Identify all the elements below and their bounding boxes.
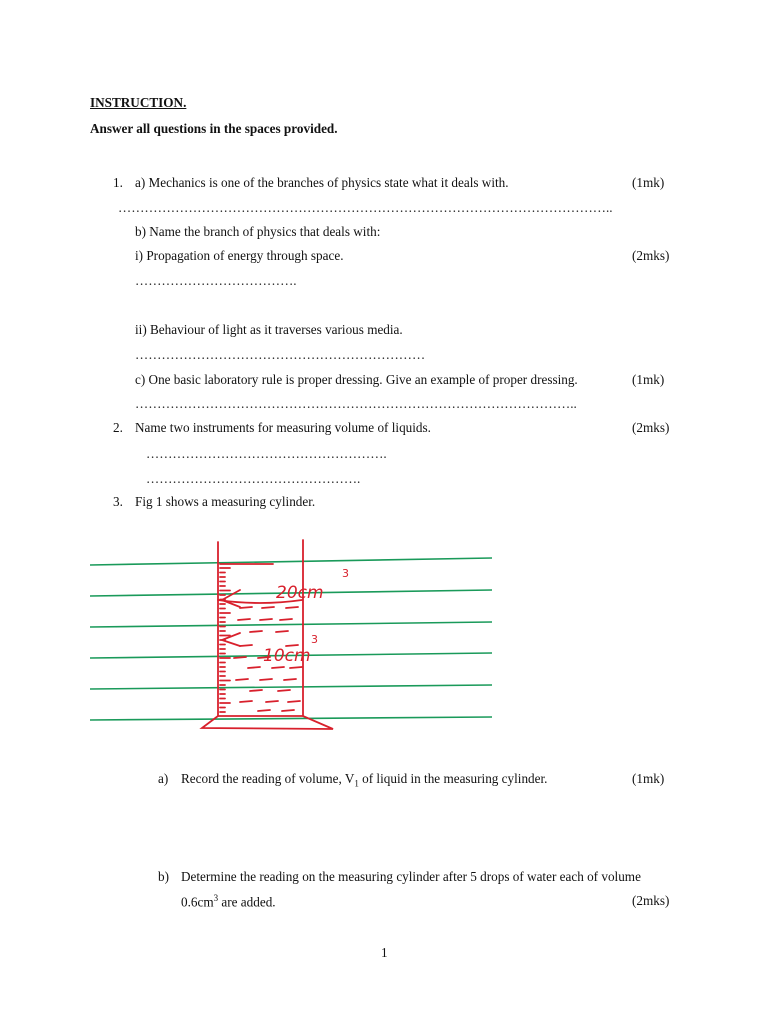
liquid-dash [250, 631, 262, 632]
liquid-dash [284, 679, 296, 680]
question-3a-text-post: of liquid in the measuring cylinder. [358, 771, 548, 786]
question-3b-text2-pre: 0.6cm [181, 894, 214, 910]
instruction-text: Answer all questions in the spaces provided. [90, 121, 338, 136]
question-1bii-answer-line[interactable]: ………………………………………………………… [135, 347, 426, 362]
liquid-dash [250, 690, 262, 691]
question-2-number: 2. [113, 420, 123, 435]
question-2-answer-line-1[interactable]: ………………………………………………. [146, 446, 387, 461]
question-1a-marks: (1mk) [632, 175, 665, 190]
label-20cm-exponent: 3 [342, 567, 349, 580]
instruction-title: INSTRUCTION. [90, 95, 187, 110]
question-2-answer-line-2[interactable]: …………………………………………. [146, 471, 361, 486]
question-3b-label: b) [158, 869, 169, 884]
measuring-cylinder-figure [90, 528, 494, 734]
page-number: 1 [381, 945, 388, 960]
question-1bii-text: ii) Behaviour of light as it traverses various media. [135, 322, 403, 337]
liquid-dash [272, 667, 284, 668]
liquid-dash [262, 607, 274, 608]
liquid-dash [240, 645, 252, 646]
liquid-dash [240, 607, 252, 608]
question-3a-text [181, 771, 547, 789]
liquid-dash [234, 657, 246, 658]
question-1bi-text: i) Propagation of energy through space. [135, 248, 344, 263]
liquid-dash [288, 701, 300, 702]
question-1b-text: b) Name the branch of physics that deals with: [135, 224, 381, 239]
ruled-line [90, 622, 492, 627]
label-10cm: 10cm [263, 646, 311, 666]
liquid-dash [276, 631, 288, 632]
question-1c-answer-line[interactable]: ……………………………………………………………………………………….. [135, 396, 577, 411]
ruled-line [90, 717, 492, 720]
liquid-dash [282, 710, 294, 711]
question-1bi-answer-line[interactable]: ………………………………. [135, 273, 297, 288]
question-3a-text-pre: Record the reading of volume, V [181, 771, 355, 786]
liquid-dash [260, 679, 272, 680]
question-1-number: 1. [113, 175, 123, 190]
question-3b-text: Determine the reading on the measuring cylinder after 5 drops of water each of volume [181, 869, 641, 884]
question-2-text: Name two instruments for measuring volume of liquids. [135, 420, 431, 435]
question-1c-marks: (1mk) [632, 372, 665, 387]
question-3-text: Fig 1 shows a measuring cylinder. [135, 494, 316, 509]
question-1bi-marks: (2mks) [632, 248, 670, 263]
ruled-line [90, 685, 492, 689]
question-3b-superscript: 3 [213, 893, 219, 903]
liquid-dash [266, 701, 278, 702]
liquid-dash [238, 619, 250, 620]
scale-ticks [220, 568, 230, 712]
question-3b-text-line2 [181, 893, 276, 910]
liquid-dash [236, 679, 248, 680]
question-1c-text: c) One basic laboratory rule is proper dressing. Give an example of proper dressing. [135, 372, 578, 387]
question-1a-text: a) Mechanics is one of the branches of physics state what it deals with. [135, 175, 509, 190]
liquid-dash [280, 619, 292, 620]
question-2-marks: (2mks) [632, 420, 670, 435]
liquid-dash [240, 701, 252, 702]
question-3a-label: a) [158, 771, 169, 786]
liquid-dash [260, 619, 272, 620]
label-20cm: 20cm [276, 583, 324, 603]
question-3-number: 3. [113, 494, 123, 509]
question-3a-subscript: 1 [354, 778, 359, 789]
question-3b-marks: (2mks) [632, 893, 670, 908]
liquid-dash [278, 690, 290, 691]
liquid-dash [258, 710, 270, 711]
question-1a-answer-line[interactable]: ………………………………………………………………………………………………….. [118, 200, 613, 215]
question-3b-text2-post: are added. [218, 894, 276, 910]
label-10cm-exponent: 3 [311, 633, 318, 646]
ruled-line [90, 558, 492, 565]
liquid-dash [248, 667, 260, 668]
liquid-dash [290, 667, 302, 668]
liquid-dash [286, 607, 298, 608]
question-3a-marks: (1mk) [632, 771, 665, 786]
